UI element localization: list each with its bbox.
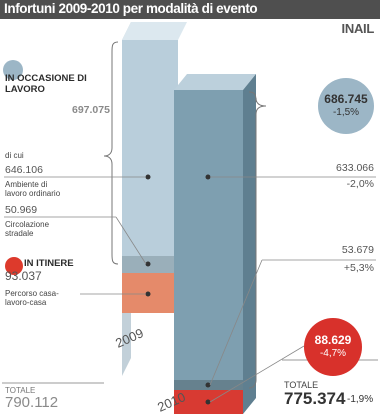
label-ambiente: Ambiente di lavoro ordinario [5,180,61,199]
column-2010 [174,74,256,414]
value-2010-lavoro: 686.745 [324,92,368,107]
value-2009-circolazione: 50.969 [5,204,38,216]
pct-2010-circolazione: +5,3% [343,262,374,274]
dot-2010-itinere [206,400,211,405]
year-label-2010: 2010 [155,389,188,415]
value-2009-totale: 790.112 [5,394,59,411]
label-circolazione: Circolazione stradale [5,220,50,239]
bar-2010-top [174,74,256,90]
legend-label-lavoro: IN OCCASIONE DI LAVORO [5,73,87,95]
circle-2010-itinere [304,318,362,376]
bar-2010-ambiente [174,90,243,380]
value-2010-circolazione: 53.679 [341,244,374,256]
chart-title: Infortuni 2009-2010 per modalità di evento [4,1,258,16]
value-2010-itinere: 88.629 [314,333,352,348]
circle-2010-lavoro [318,78,374,134]
pct-2010-itinere: -4,7% [319,347,347,359]
value-2009-itinere: 93.037 [5,269,42,283]
year-label-2009: 2009 [113,325,146,351]
pct-2010-ambiente: -2,0% [346,178,374,190]
label-2009-totale: TOTALE [5,386,36,395]
label-2010-totale: TOTALE [284,380,319,390]
value-2010-ambiente: 633.066 [336,162,374,174]
dot-2010-ambiente [206,175,211,180]
value-2009-lavoro: 697.075 [72,104,110,116]
label-di-cui: di cui [5,151,24,160]
label-percorso: Percorso casa-lavoro-casa [5,289,59,308]
legend-label-itinere: IN ITINERE [24,258,74,269]
pct-2010-lavoro: -1,5% [332,106,360,118]
pct-2010-totale: -1,9% [347,394,374,405]
bar-2009-ambiente [122,40,178,256]
value-2010-totale: 775.374 [284,389,346,408]
dot-2009-circolazione [146,262,151,267]
dot-2009-ambiente [146,175,151,180]
dot-2010-circolazione [206,383,211,388]
brace-2009-lavoro [104,42,118,264]
bar-2010-side [243,74,256,414]
bar-2009-top [122,22,187,40]
value-2009-ambiente: 646.106 [5,164,43,176]
dot-2009-itinere [146,292,151,297]
inail-logo: INAIL [341,21,374,36]
